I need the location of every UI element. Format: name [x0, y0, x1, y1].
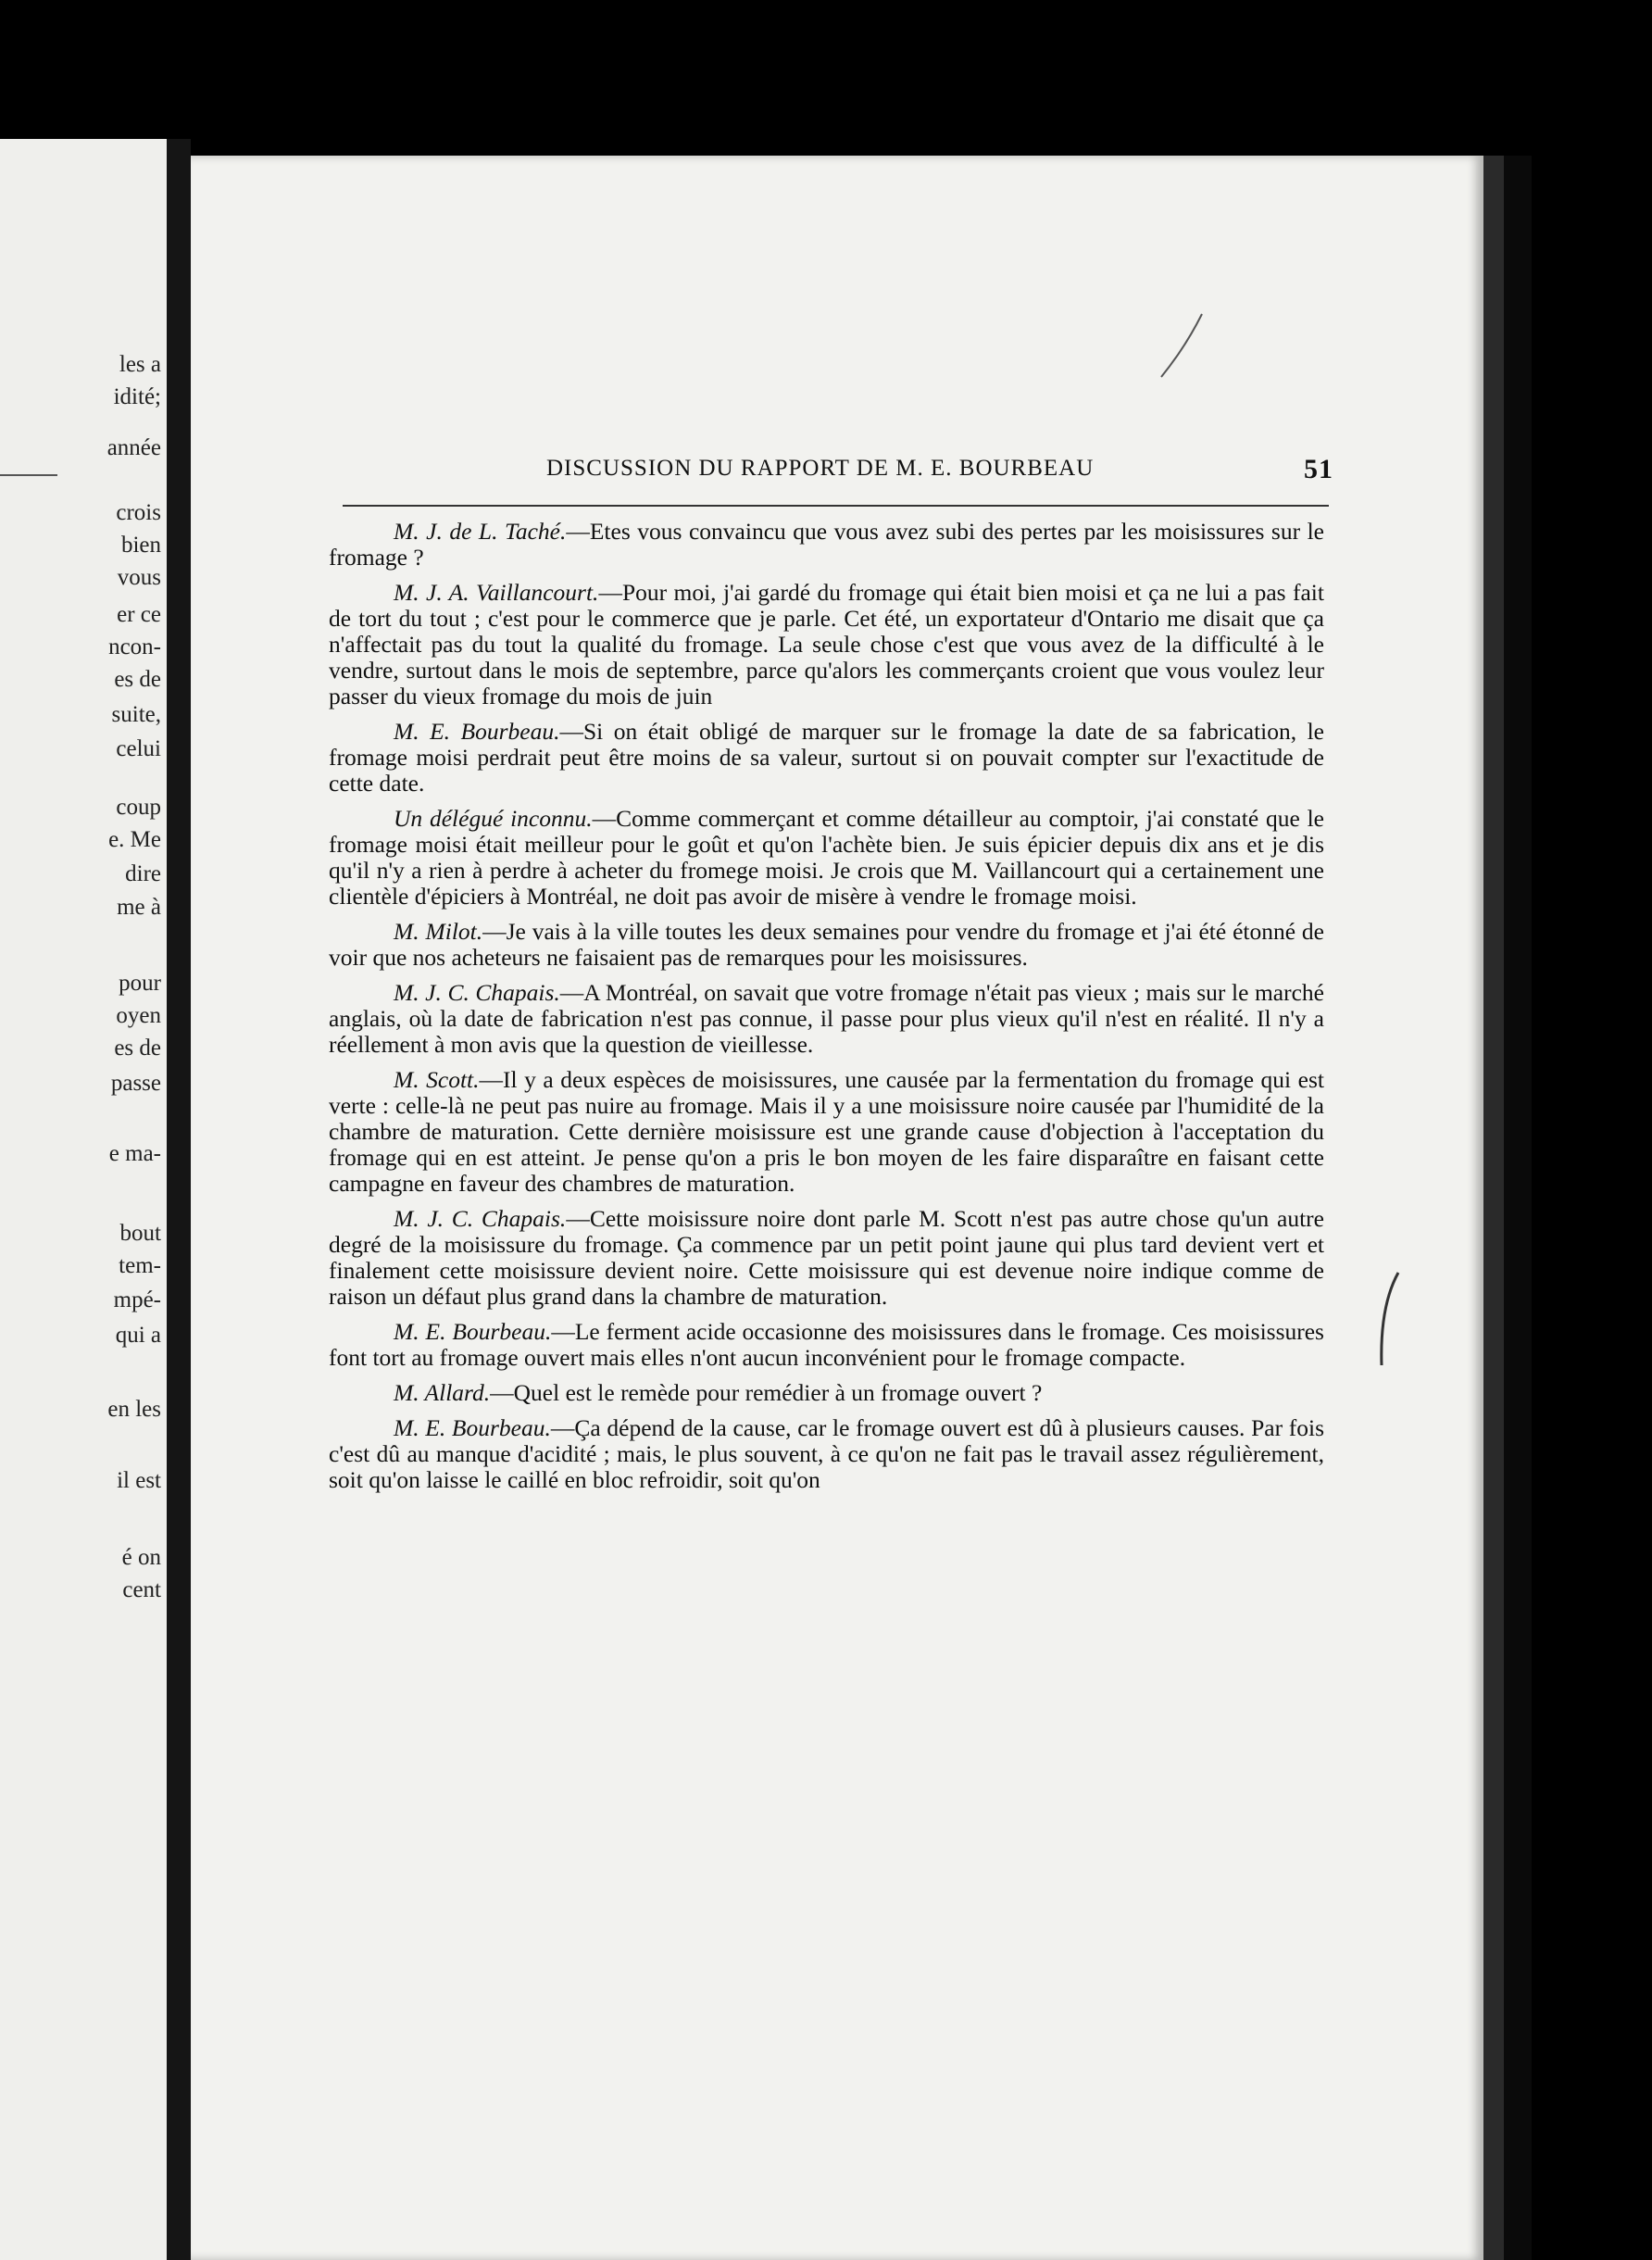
- previous-page-line: passe: [110, 1071, 161, 1096]
- speaker-name: M. E. Bourbeau.: [394, 718, 560, 745]
- previous-page-line: dire: [125, 861, 161, 886]
- previous-page-line: é on: [121, 1545, 161, 1570]
- previous-page-line: en les: [107, 1397, 161, 1422]
- previous-page-line: e ma-: [108, 1141, 161, 1166]
- discussion-paragraph: [329, 1206, 1324, 1310]
- discussion-text: [329, 519, 1324, 1502]
- scan-border: [1504, 156, 1532, 2260]
- book-gutter: [167, 139, 191, 2260]
- previous-page-line: coup: [116, 795, 161, 820]
- speech-text: —Cette moisissure noire dont parle M. Scott n'est pas autre chose qu'un autre degré de la moisissure du fromage. Ça commence par un petit point jaune qui plus tard devient vert et finalement cette moisissure devient noire. Cette moisissure qui est devenue noire indique comme de raison un défaut plus grand dans la chambre de maturation.: [329, 1205, 1324, 1310]
- previous-page-line: bout: [119, 1221, 161, 1246]
- speaker-name: M. Allard.: [394, 1379, 491, 1406]
- previous-page-line: celui: [116, 736, 161, 761]
- pen-mark: [1370, 1269, 1408, 1371]
- speech-text: —Je vais à la ville toutes les deux semaines pour vendre du fromage et j'ai été étonné de voir que nos acheteurs ne faisaient pas de remarques pour les moisissures.: [329, 918, 1324, 971]
- previous-page-line: tem-: [119, 1253, 161, 1278]
- previous-page-line: e. Me: [108, 827, 161, 852]
- running-title: DISCUSSION DU RAPPORT DE M. E. BOURBEAU: [546, 456, 1095, 481]
- discussion-paragraph: [329, 519, 1324, 571]
- speech-text: —Pour moi, j'ai gardé du fromage qui était bien moisi et ça ne lui a pas fait de tort du tout ; c'est pour le commerce que je parle. Cet été, un exportateur d'Ontario me disait que ça n'affectait pas du tout la qualité du fromage. La seule chose c'est que vous avez de la difficulté à le vendre, surtout dans le mois de septembre, parce qu'alors les commerçants croient que vous voulez leur passer du vieux fromage du mois de juin: [329, 579, 1324, 709]
- previous-page-line: er ce: [117, 602, 161, 627]
- discussion-paragraph: [329, 580, 1324, 709]
- page-edge-shadow: [1483, 156, 1504, 2260]
- discussion-paragraph: [329, 980, 1324, 1058]
- discussion-paragraph: [329, 719, 1324, 797]
- speech-text: —Il y a deux espèces de moisissures, une causée par la fermentation du fromage qui est verte : celle-là ne peut pas nuire au fromage. Mais il y a une moisissure noire causée par l'humidité de la chambre de maturation. Cette dernière moisissure est une grande cause d'objection à l'acceptation du fromage qui en est atteint. Je pense qu'on a pris le bon moyen de les faire disparaître en faisant cette campagne en faveur des chambres de maturation.: [329, 1066, 1325, 1197]
- discussion-paragraph: [329, 1415, 1324, 1493]
- discussion-paragraph: [329, 1319, 1324, 1371]
- speech-text: —Comme commerçant et comme détailleur au comptoir, j'ai constaté que le fromage moisi était meilleur pour le goût et qu'on l'achète bien. Je suis épicier depuis dix ans et je dis qu'il n'y a rien à perdre à acheter du fromege moisi. Je crois que M. Vaillancourt qui a certainement une clientèle d'épiciers à Montréal, ne doit pas avoir de misère à vendre le fromage moisi.: [329, 805, 1324, 910]
- previous-page-line: oyen: [116, 1003, 161, 1028]
- speaker-name: M. Milot.: [394, 918, 483, 945]
- pen-mark: [1148, 310, 1213, 384]
- speaker-name: M. J. de L. Taché.: [394, 518, 567, 545]
- discussion-paragraph: [329, 806, 1324, 910]
- previous-page-line: les a: [119, 352, 161, 377]
- discussion-paragraph: [329, 1380, 1324, 1406]
- discussion-paragraph: [329, 1067, 1324, 1197]
- speech-text: —A Montréal, on savait que votre fromage n'était pas vieux ; mais sur le marché anglais, où la date de fabrication n'est pas connue, il passe pour plus vieux qu'il n'est en réalité. Il n'y a réellement à mon avis que la question de vieillesse.: [329, 979, 1324, 1058]
- previous-page-fragment: [0, 139, 167, 2260]
- previous-page-line: il est: [117, 1468, 161, 1493]
- previous-page-line: vous: [117, 565, 161, 590]
- speech-text: —Le ferment acide occasionne des moisissures dans le fromage. Ces moisissures font tort au fromage ouvert mais elles n'ont aucun inconvénient pour le fromage compacte.: [329, 1318, 1324, 1371]
- speaker-name: M. J. A. Vaillancourt.: [394, 579, 599, 606]
- previous-page-line: me à: [117, 895, 161, 920]
- speaker-name: M. Scott.: [394, 1066, 480, 1093]
- previous-page-line: ncon-: [108, 634, 161, 659]
- previous-page-line: mpé-: [113, 1287, 161, 1312]
- speaker-name: M. J. C. Chapais.: [394, 1205, 567, 1232]
- previous-page-line: pour: [119, 971, 161, 996]
- speech-text: —Quel est le remède pour remédier à un fromage ouvert ?: [490, 1379, 1043, 1406]
- speaker-name: M. J. C. Chapais.: [394, 979, 560, 1006]
- previous-page-line: es de: [114, 667, 161, 692]
- page-header: [343, 446, 1333, 493]
- previous-page-line: crois: [116, 500, 161, 525]
- previous-page-rule: [0, 474, 57, 476]
- previous-page-line: bien: [120, 533, 161, 558]
- speaker-name: M. E. Bourbeau.: [394, 1318, 552, 1345]
- previous-page-line: cent: [122, 1577, 161, 1602]
- speech-text: —Etes vous convaincu que vous avez subi des pertes par les moisissures sur le fromage ?: [329, 518, 1324, 571]
- speaker-name: Un délégué inconnu.: [394, 805, 593, 832]
- previous-page-line: année: [106, 435, 161, 460]
- previous-page-line: idité;: [113, 384, 161, 409]
- discussion-paragraph: [329, 919, 1324, 971]
- previous-page-line: suite,: [111, 702, 161, 727]
- previous-page-line: qui a: [115, 1323, 161, 1348]
- speech-text: —Ça dépend de la cause, car le fromage ouvert est dû à plusieurs causes. Par fois c'est dû au manque d'acidité ; mais, le plus souvent, à ce qu'on ne fait pas le travail assez régulièrement, soit qu'on laisse le caillé en bloc refroidir, soit qu'on: [329, 1414, 1324, 1493]
- header-rule: [343, 505, 1329, 507]
- previous-page-line: es de: [114, 1036, 161, 1061]
- speaker-name: M. E. Bourbeau.: [394, 1414, 551, 1441]
- page-number: 51: [1304, 454, 1333, 484]
- speech-text: —Si on était obligé de marquer sur le fromage la date de sa fabrication, le fromage moisi perdrait peut être moins de sa valeur, surtout si on pouvait compter sur l'exactitude de cette date.: [329, 718, 1324, 797]
